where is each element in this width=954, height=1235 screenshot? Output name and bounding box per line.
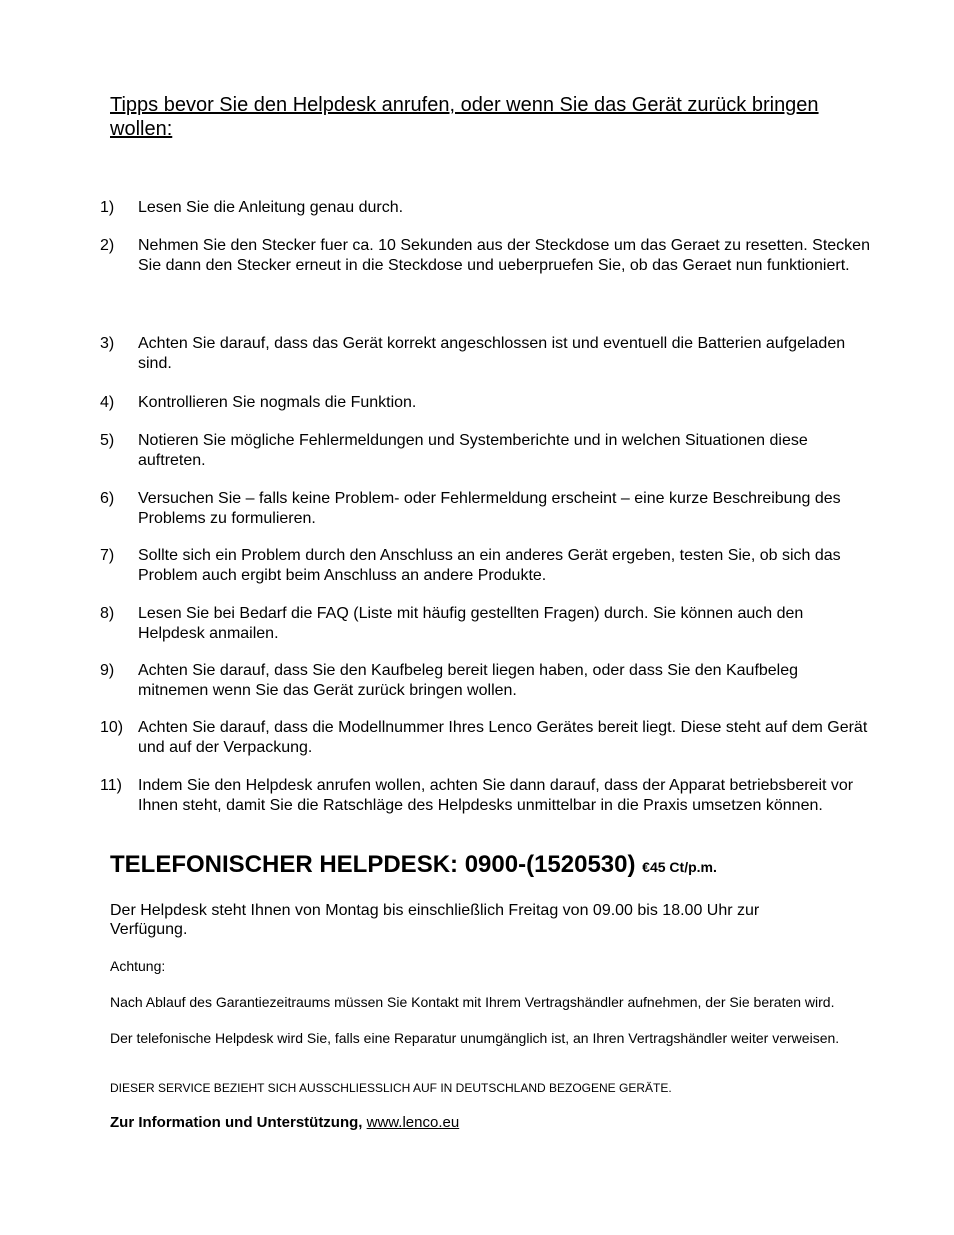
price-unit: /p.m. <box>684 859 717 875</box>
warranty-note: Nach Ablauf des Garantiezeitraums müssen Sie Kontakt mit Ihrem Vertragshändler aufnehmen, der Sie beraten wird. <box>110 994 835 1010</box>
item-number: 4) <box>100 394 115 411</box>
item-text: Lesen Sie die Anleitung genau durch. <box>138 199 404 216</box>
list-item <box>100 718 870 758</box>
item-text: Sollte sich ein Problem durch den Anschluss an ein anderes Gerät ergeben, testen Sie, ob sich das Problem auch ergibt beim Anschluss an andere Produkte. <box>138 547 841 584</box>
item-text: Achten Sie darauf, dass Sie den Kaufbeleg bereit liegen haben, oder dass Sie den Kaufbeleg mitnemen wenn Sie das Gerät zurück bringen wollen. <box>138 662 799 699</box>
info-line <box>110 1114 459 1131</box>
info-label: Zur Information und Unterstützung, <box>110 1114 363 1131</box>
list-item <box>100 604 870 644</box>
item-number: 3) <box>100 335 115 352</box>
list-item <box>100 334 870 374</box>
item-number: 7) <box>100 547 115 564</box>
list-item <box>100 236 870 276</box>
list-item <box>100 489 870 529</box>
item-number: 8) <box>100 605 115 622</box>
item-text: Kontrollieren Sie nogmals die Funktion. <box>138 394 417 411</box>
item-number: 11) <box>100 777 122 794</box>
item-text: Lesen Sie bei Bedarf die FAQ (Liste mit häufig gestellten Fragen) durch. Sie können auch den Helpdesk anmailen. <box>138 605 804 642</box>
hotline-price <box>642 859 717 875</box>
hours-paragraph: Der Helpdesk steht Ihnen von Montag bis einschließlich Freitag von 09.00 bis 18.00 Uhr zur Verfügung. <box>110 902 760 938</box>
list-item <box>100 776 870 816</box>
list-item <box>100 661 870 701</box>
item-number: 1) <box>100 199 115 216</box>
list-item <box>100 546 870 586</box>
item-number: 9) <box>100 662 115 679</box>
item-number: 10) <box>100 719 124 736</box>
attention-label: Achtung: <box>110 958 166 974</box>
list-item <box>100 393 870 413</box>
item-text: Versuchen Sie – falls keine Problem- oder Fehlermeldung erscheint – eine kurze Beschreibung des Problems zu formulieren. <box>138 490 841 527</box>
service-scope-note: DIESER SERVICE BEZIEHT SICH AUSSCHLIESSLICH AUF IN DEUTSCHLAND BEZOGENE GERÄTE. <box>110 1081 672 1095</box>
item-text: Achten Sie darauf, dass die Modellnummer Ihres Lenco Gerätes bereit liegt. Diese steht auf dem Gerät und auf der Verpackung. <box>138 719 868 756</box>
repair-note: Der telefonische Helpdesk wird Sie, falls eine Reparatur unumgänglich ist, an Ihren Vertragshändler weiter verweisen. <box>110 1030 840 1046</box>
item-text: Indem Sie den Helpdesk anrufen wollen, achten Sie dann darauf, dass der Apparat betriebsbereit vor Ihnen steht, damit Sie die Ratschläge des Helpdesks unmittelbar in die Praxis umsetzen können. <box>138 777 854 814</box>
hotline-heading <box>110 851 717 879</box>
list-item <box>100 198 870 218</box>
item-text: Notieren Sie mögliche Fehlermeldungen und Systemberichte und in welchen Situationen diese auftreten. <box>138 432 808 469</box>
item-number: 5) <box>100 432 115 449</box>
list-item <box>100 431 870 471</box>
page-title: Tipps bevor Sie den Helpdesk anrufen, oder wenn Sie das Gerät zurück bringen wollen: <box>110 94 819 140</box>
price-amount: €45 Ct <box>642 859 685 875</box>
item-text: Achten Sie darauf, dass das Gerät korrekt angeschlossen ist und eventuell die Batterien aufgeladen sind. <box>138 335 846 372</box>
website-link[interactable]: www.lenco.eu <box>366 1114 460 1131</box>
item-text: Nehmen Sie den Stecker fuer ca. 10 Sekunden aus der Steckdose um das Geraet zu resetten. Stecken Sie dann den Stecker erneut in die Steckdose und ueberpruefen Sie, ob das Geraet nun funktioniert. <box>138 237 870 274</box>
item-number: 2) <box>100 237 115 254</box>
hotline-number: TELEFONISCHER HELPDESK: 0900-(1520530) <box>110 851 643 878</box>
item-number: 6) <box>100 490 115 507</box>
